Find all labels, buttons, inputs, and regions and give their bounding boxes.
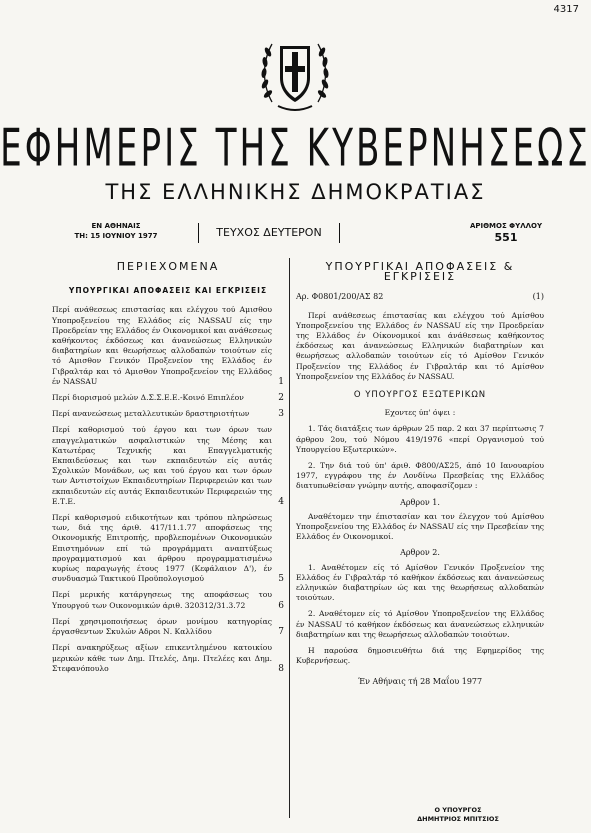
decisions-heading: ΥΠΟΥΡΓΙΚΑΙ ΑΠΟΦΑΣΕΙΣ & ΕΓΚΡΙΣΕΙΣ <box>325 260 515 284</box>
decision-reference <box>296 292 544 302</box>
list-item[interactable] <box>52 513 284 584</box>
article-1-text: Αναθέτομεν την έπιστασίαν και τον έλεγχον τού Αμίσθου Υποπροξενείου της Ελλάδος έν NASSAU είς την Πρεσβείαν της Ελλάδος έν Οικονομικοί. <box>296 511 544 542</box>
sheet-number-block <box>446 221 566 243</box>
signature-title: Ο ΥΠΟΥΡΓΟΣ <box>434 806 482 814</box>
toc-item-page: 4 <box>278 496 284 507</box>
gazette-title: ΕΦΗΜΕΡΙΣ ΤΗΣ ΚΥΒΕΡΝΗΣΕΩΣ <box>0 118 591 178</box>
page-number: 4317 <box>553 4 579 15</box>
list-item[interactable] <box>52 643 284 674</box>
toc-item-page: 7 <box>278 627 284 638</box>
minister-heading: Ο ΥΠΟΥΡΓΟΣ ΕΞΩΤΕΡΙΚΩΝ <box>353 390 487 401</box>
issue-date-block <box>46 221 186 241</box>
consideration-paragraph: 2. Την διά τού ύπ' άριθ. Φ800/ΑΣ25, άπό 10 Ιανουαρίου 1977, εγγράφου της έν Λονδίνω Πρεσβείας της Ελλάδος διατυπωθείσαν γνώμην αυτής, αποφασίζομεν : <box>296 461 544 491</box>
sheet-number: 551 <box>494 231 518 244</box>
article-2-label: Αρθρον 2. <box>400 548 440 558</box>
article-2-paragraph: 1. Αναθέτομεν είς τό Αμίσθον Γενικόν Προξενείον της Ελλάδος έν Γιβραλτάρ τό καθήκον έκδόσεως και άνανεώσεως ελληνικών διαβατηρίων ώς και της θεωρήσεως αλλοδαπών τοιούτων. <box>296 562 544 603</box>
reference-number: (1) <box>532 292 544 302</box>
toc-item-page: 8 <box>278 663 284 674</box>
reference-code: Αρ. Φ0801/200/ΑΣ 82 <box>296 292 384 302</box>
toc-item-text: Περί ανακηρύξεως αξίων επικεντλημένου κατοικίου μερικών κάθε των Δημ. Πτελές, Δημ. Πτελέες και Δημ. Στεφανόπουλο <box>52 643 272 673</box>
list-item[interactable] <box>52 590 284 610</box>
list-item[interactable] <box>52 393 284 403</box>
having-regard: Εχοντες ύπ' όψει : <box>384 408 456 418</box>
toc-item-text: Περί μερικής κατάργησεως της αποφάσεως του Υπουργού των Οικονομικών άριθ. 320312/31.3.72 <box>52 590 272 610</box>
toc-item-page: 5 <box>278 574 284 585</box>
coat-of-arms-emblem <box>258 22 332 118</box>
publication-order: Η παρούσα δημοσιευθήτω διά της Εφημερίδος της Κυβερνήσεως. <box>296 646 544 666</box>
toc-item-text: Περί χρησιμοποιήσεως όρων μονίμου κατηγορίας έργασθεντων Σκυλών Αδροι Ν. Καλλίδου <box>52 616 272 637</box>
place-line: ΕΝ ΑΘΗΝΑΙΣ <box>91 222 141 230</box>
sheet-label: ΑΡΙΘΜΟΣ ΦΥΛΛΟΥ <box>469 222 543 230</box>
list-item[interactable] <box>52 305 284 387</box>
gazette-subtitle: ΤΗΣ ΕΛΛΗΝΙΚΗΣ ΔΗΜΟΚΡΑΤΙΑΣ <box>105 180 486 204</box>
toc-item-page: 3 <box>278 409 284 420</box>
toc-item-page: 2 <box>278 393 284 404</box>
list-item[interactable] <box>52 425 284 507</box>
toc-item-page: 1 <box>278 376 284 387</box>
article-1-label: Αρθρον 1. <box>400 497 440 507</box>
toc-item-text: Περί διορισμού μελών Δ.Σ.Σ.Ε.Ε.-Κοινό Επιπλέον <box>52 393 244 403</box>
decision-date: Έν Αθήναις τή 28 Μαΐου 1977 <box>357 676 483 686</box>
issue-type: ΤΕΥΧΟΣ ΔΕΥΤΕΡΟΝ <box>198 223 340 243</box>
list-item[interactable] <box>52 617 284 637</box>
toc-item-text: Περί καθορισμού τού έργου και των όρων των επαγγελματικών ασφαλιστικών της Μέσης και Κατωτέρας Τεχνικής και Επαγγελματικής Εκπαιδεύσεως και των εκπαιδευτών είς αυτάς Σχολικών Μονάδων, ως και τού έργου και των όρων των Αντιστοίχων Εκπαιδευτηρίων Περιφερειών και των εκπαιδευτών είς αυτάς Εκπαιδευτικών Περιφερειών της Ε.Τ.Ε. <box>52 425 272 506</box>
decisions-column <box>296 262 544 687</box>
decision-intro: Περί ανάθεσεως έπιστασίας και ελέγχου τού Αμίσθου Υποπροξενείου της Ελλάδος έν NASSAU είς την Προεδρείαν της Ελλάδος έν Οίκονομικοί και άνάθεσεως καθήκοντος έκδόσεως και άνανεώσεως Ελληνικών διαβατηρίων και θεωρήσεως αλλοδαπών τοιούτων είς τό Αμίσθον Γενικόν Προξενείον της Ελλάδος έν Γιβραλτάρ και τό Αμίσθον Υποπροξενείον της Ελλάδος έν NASSAU. <box>296 310 544 381</box>
toc-item-text: Περί καθορισμού ειδικοτήτων και τρόπου πληρώσεως των, διά της άριθ. 417/11.1.77 αποφάσεως της Οικονομικής Επιτροπής, προβλεπομένων Οικονομικών Επιστημόνων επί τώ προγράμματι αναπτύξεως προγραμματισμού και άρθρου προγραμματισμένω κυρίως παραγωγής έτους 1977 (Κεφάλαιον Δ'), έν συνδυασμώ Τακτικού Προϋπολογισμού <box>52 513 272 584</box>
signature-name: ΔΗΜΗΤΡΙΟΣ ΜΠΙΤΣΙΟΣ <box>417 815 499 823</box>
contents-subheading: ΥΠΟΥΡΓΙΚΑΙ ΑΠΟΦΑΣΕΙΣ ΚΑΙ ΕΓΚΡΙΣΕΙΣ <box>68 286 268 296</box>
column-divider <box>289 258 290 818</box>
contents-list <box>52 305 284 674</box>
toc-item-page: 6 <box>278 600 284 611</box>
toc-item-text: Περί ανανεώσεως μεταλλευτικών δραστηριοτήτων <box>52 409 250 419</box>
toc-item-text: Περί ανάθεσεως επιστασίας και ελέγχου τού Αμισθου Υποπροξενείου της Ελλάδος είς NASSAU είς την Προεδρείαν της Ελλάδος έν Οικονομικοί και ανάθεσεως καθήκοντος έκδόσεως και άνανεώσεως Ελληνικών διαβατηρίων και θεωρήσεως αλλοδαπών τοιούτων είς τό Αμισθον Γενικόν Προξενείον της Ελλάδος έν Γιβραλτάρ και τό Αμισθον Υποπροξενείον της Ελλάδος έν NASSAU <box>52 305 272 386</box>
contents-heading: ΠΕΡΙΕΧΟΜΕΝΑ <box>116 260 220 273</box>
signature-block <box>378 806 538 824</box>
date-line: ΤΗ: 15 ΙΟΥΝΙΟΥ 1977 <box>74 232 158 240</box>
contents-column <box>52 262 284 680</box>
consideration-paragraph: 1. Τάς διατάξεις των άρθρων 25 παρ. 2 και 37 περίπτωσις 7 άρθρου 2ου, τού Νόμου 419/1976 «περί Οργανισμού τού Υπουργείου Εξωτερικών». <box>296 424 544 454</box>
article-2-paragraph: 2. Αναθέτομεν είς τό Αμίσθον Υποπροξενείον της Ελλάδος έν NASSAU τό καθήκον έκδόσεως και άνανεώσεως ελληνικών διαβατηρίων και της θεωρήσεως αλλοδαπών τοιούτων. <box>296 609 544 639</box>
masthead-bar <box>46 213 566 251</box>
list-item[interactable] <box>52 409 284 419</box>
